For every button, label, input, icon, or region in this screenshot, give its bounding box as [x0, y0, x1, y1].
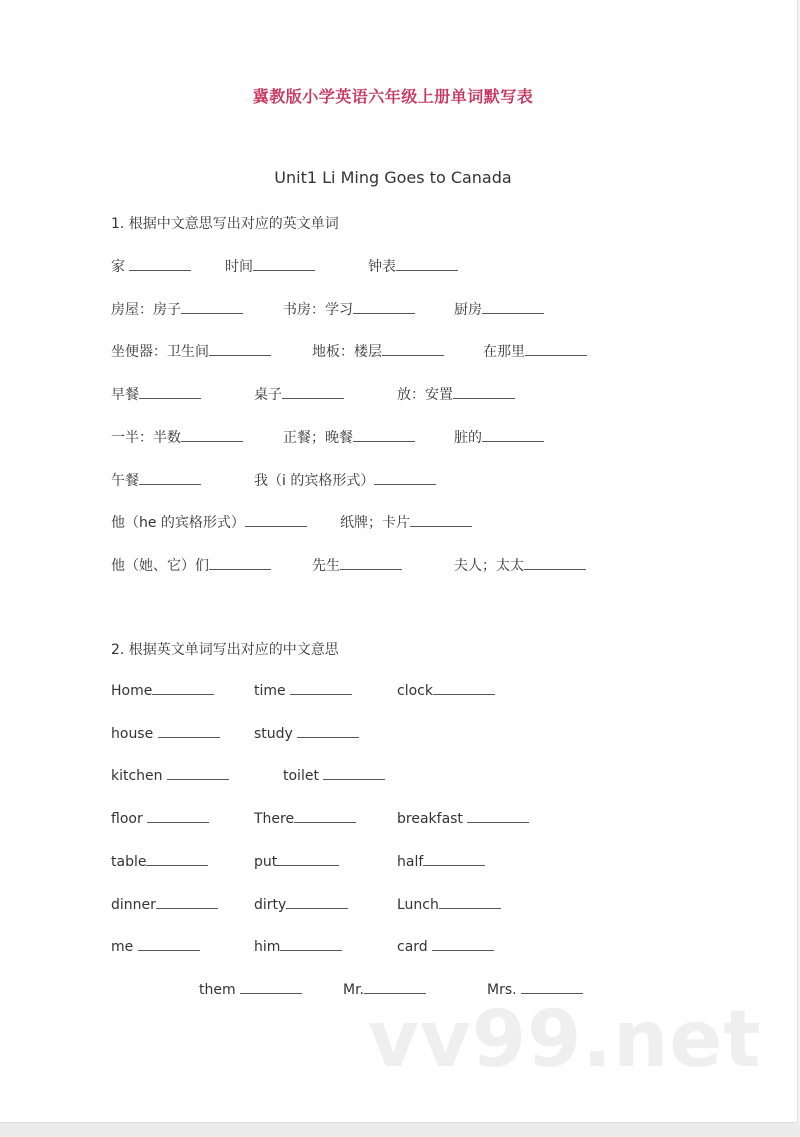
vocab-prompt: 我（i 的宾格形式） — [254, 472, 375, 489]
vocab-prompt: 他（he 的宾格形式） — [111, 515, 245, 532]
vocab-prompt: table — [111, 853, 147, 870]
vocab-item — [111, 341, 271, 361]
answer-blank[interactable] — [323, 767, 385, 780]
answer-blank[interactable] — [286, 896, 348, 909]
answer-blank[interactable] — [353, 429, 415, 442]
vocab-item — [111, 896, 218, 913]
answer-blank[interactable] — [382, 343, 444, 356]
vocab-prompt: dinner — [111, 896, 156, 913]
vocab-prompt: 先生 — [312, 557, 340, 574]
worksheet-row — [0, 427, 797, 447]
vocab-item — [111, 384, 201, 404]
vocab-prompt: half — [397, 853, 424, 870]
answer-blank[interactable] — [374, 472, 436, 485]
answer-blank[interactable] — [396, 258, 458, 271]
vocab-prompt: 纸牌；卡片 — [340, 515, 410, 532]
section2-heading: 2. 根据英文单词写出对应的中文意思 — [111, 642, 339, 658]
worksheet-row — [0, 470, 797, 490]
vocab-item — [111, 256, 191, 276]
vocab-prompt: 在那里 — [483, 344, 525, 361]
worksheet-row — [0, 938, 797, 958]
answer-blank[interactable] — [245, 514, 307, 527]
answer-blank[interactable] — [467, 810, 529, 823]
vocab-item — [111, 767, 229, 784]
vocab-item — [397, 938, 494, 955]
answer-blank[interactable] — [139, 386, 201, 399]
vocab-prompt: toilet — [283, 768, 324, 785]
vocab-item — [368, 256, 458, 276]
answer-blank[interactable] — [482, 429, 544, 442]
vocab-item — [199, 981, 302, 998]
answer-blank[interactable] — [282, 386, 344, 399]
answer-blank[interactable] — [524, 557, 586, 570]
answer-blank[interactable] — [277, 853, 339, 866]
vocab-item — [111, 938, 200, 955]
vocab-prompt: floor — [111, 811, 148, 828]
vocab-item — [254, 384, 344, 404]
answer-blank[interactable] — [280, 938, 342, 951]
answer-blank[interactable] — [525, 343, 587, 356]
vocab-prompt: 地板：楼层 — [312, 344, 382, 361]
answer-blank[interactable] — [152, 682, 214, 695]
vocab-item — [111, 810, 209, 827]
vocab-prompt: 桌子 — [254, 387, 282, 404]
worksheet-row — [0, 767, 797, 787]
vocab-item — [111, 299, 243, 319]
vocab-item — [283, 299, 415, 319]
vocab-item — [111, 512, 307, 532]
answer-blank[interactable] — [167, 767, 229, 780]
answer-blank[interactable] — [253, 258, 315, 271]
vocab-prompt: study — [254, 725, 298, 742]
vocab-prompt: 一半：半数 — [111, 429, 181, 446]
unit-title: Unit1 Li Ming Goes to Canada — [274, 168, 512, 187]
vocab-prompt: house — [111, 725, 158, 742]
worksheet-row — [0, 725, 797, 745]
answer-blank[interactable] — [340, 557, 402, 570]
answer-blank[interactable] — [138, 938, 200, 951]
vocab-item — [111, 725, 220, 742]
answer-blank[interactable] — [439, 896, 501, 909]
vocab-prompt: kitchen — [111, 768, 167, 785]
vocab-prompt: Mrs. — [487, 981, 522, 998]
vocab-prompt: 夫人；太太 — [454, 557, 524, 574]
vocab-item — [111, 427, 243, 447]
vocab-item — [454, 427, 544, 447]
vocab-item — [454, 299, 544, 319]
worksheet-row — [0, 299, 797, 319]
vocab-prompt: 时间 — [225, 259, 253, 275]
vocab-prompt: them — [199, 981, 241, 998]
vocab-item — [111, 555, 271, 575]
answer-blank[interactable] — [353, 301, 415, 314]
vocab-prompt: time — [254, 683, 291, 699]
vocab-prompt: 书房：学习 — [283, 301, 353, 318]
vocab-prompt: 坐便器：卫生间 — [111, 344, 209, 361]
answer-blank[interactable] — [482, 301, 544, 314]
vocab-prompt: clock — [397, 683, 433, 699]
answer-blank[interactable] — [410, 514, 472, 527]
vocab-item — [254, 938, 342, 955]
answer-blank[interactable] — [521, 981, 583, 994]
vocab-prompt: 早餐 — [111, 387, 139, 404]
worksheet-row — [0, 896, 797, 916]
answer-blank[interactable] — [146, 853, 208, 866]
vocab-item — [225, 256, 315, 276]
worksheet-row — [0, 853, 797, 873]
answer-blank[interactable] — [156, 896, 218, 909]
vocab-item — [397, 384, 515, 404]
vocab-item — [397, 682, 495, 699]
answer-blank[interactable] — [139, 472, 201, 485]
vocab-prompt: him — [254, 939, 281, 956]
vocab-item — [454, 555, 586, 575]
answer-blank[interactable] — [158, 725, 220, 738]
vocab-item — [254, 853, 339, 870]
vocab-prompt: 正餐；晚餐 — [283, 429, 353, 446]
vocab-item — [254, 725, 359, 742]
vocab-prompt: Mr. — [343, 981, 364, 998]
answer-blank[interactable] — [181, 301, 243, 314]
answer-blank[interactable] — [433, 682, 495, 695]
worksheet-row — [0, 256, 797, 276]
vocab-prompt: 放：安置 — [397, 387, 453, 404]
document-title: 冀教版小学英语六年级上册单词默写表 — [252, 87, 534, 106]
page-bottom-edge — [0, 1123, 800, 1137]
vocab-prompt: 钟表 — [368, 259, 396, 275]
watermark: vv99.net — [368, 995, 762, 1085]
vocab-item — [111, 470, 201, 490]
vocab-item — [312, 555, 402, 575]
answer-blank[interactable] — [423, 853, 485, 866]
vocab-item — [254, 896, 348, 913]
vocab-item — [340, 512, 472, 532]
vocab-prompt: breakfast — [397, 811, 468, 828]
vocab-item — [483, 341, 587, 361]
section1-heading: 1. 根据中文意思写出对应的英文单词 — [111, 216, 339, 232]
answer-blank[interactable] — [129, 258, 191, 271]
vocab-item — [397, 853, 485, 870]
vocab-prompt: put — [254, 853, 278, 870]
answer-blank[interactable] — [181, 429, 243, 442]
worksheet-row — [0, 384, 797, 404]
answer-blank[interactable] — [240, 981, 302, 994]
vocab-item — [283, 427, 415, 447]
vocab-item — [111, 682, 214, 699]
vocab-item — [254, 470, 436, 490]
vocab-item — [312, 341, 444, 361]
vocab-prompt: 房屋：房子 — [111, 301, 181, 318]
answer-blank[interactable] — [209, 343, 271, 356]
vocab-prompt: 脏的 — [454, 429, 482, 446]
worksheet-row — [0, 512, 797, 532]
vocab-prompt: me — [111, 939, 138, 956]
vocab-item — [397, 810, 529, 827]
answer-blank[interactable] — [147, 810, 209, 823]
vocab-prompt: 他（她、它）们 — [111, 557, 209, 574]
vocab-item — [397, 896, 501, 913]
worksheet-row — [0, 682, 797, 702]
answer-blank[interactable] — [453, 386, 515, 399]
vocab-prompt: dirty — [254, 896, 287, 913]
answer-blank[interactable] — [297, 725, 359, 738]
answer-blank[interactable] — [290, 682, 352, 695]
vocab-prompt: Lunch — [397, 896, 439, 913]
vocab-prompt: 厨房 — [454, 301, 482, 318]
vocab-item — [254, 682, 352, 699]
worksheet-row — [0, 555, 797, 575]
worksheet-row — [0, 810, 797, 830]
vocab-item — [111, 853, 208, 870]
answer-blank[interactable] — [432, 938, 494, 951]
vocab-prompt: card — [397, 939, 433, 956]
answer-blank[interactable] — [209, 557, 271, 570]
worksheet-row — [0, 341, 797, 361]
vocab-item — [283, 767, 385, 784]
vocab-prompt: 家 — [111, 259, 130, 275]
answer-blank[interactable] — [364, 981, 426, 994]
vocab-prompt: Home — [111, 683, 153, 699]
vocab-item — [254, 810, 356, 827]
vocab-prompt: 午餐 — [111, 472, 139, 489]
vocab-prompt: There — [254, 811, 295, 828]
answer-blank[interactable] — [294, 810, 356, 823]
